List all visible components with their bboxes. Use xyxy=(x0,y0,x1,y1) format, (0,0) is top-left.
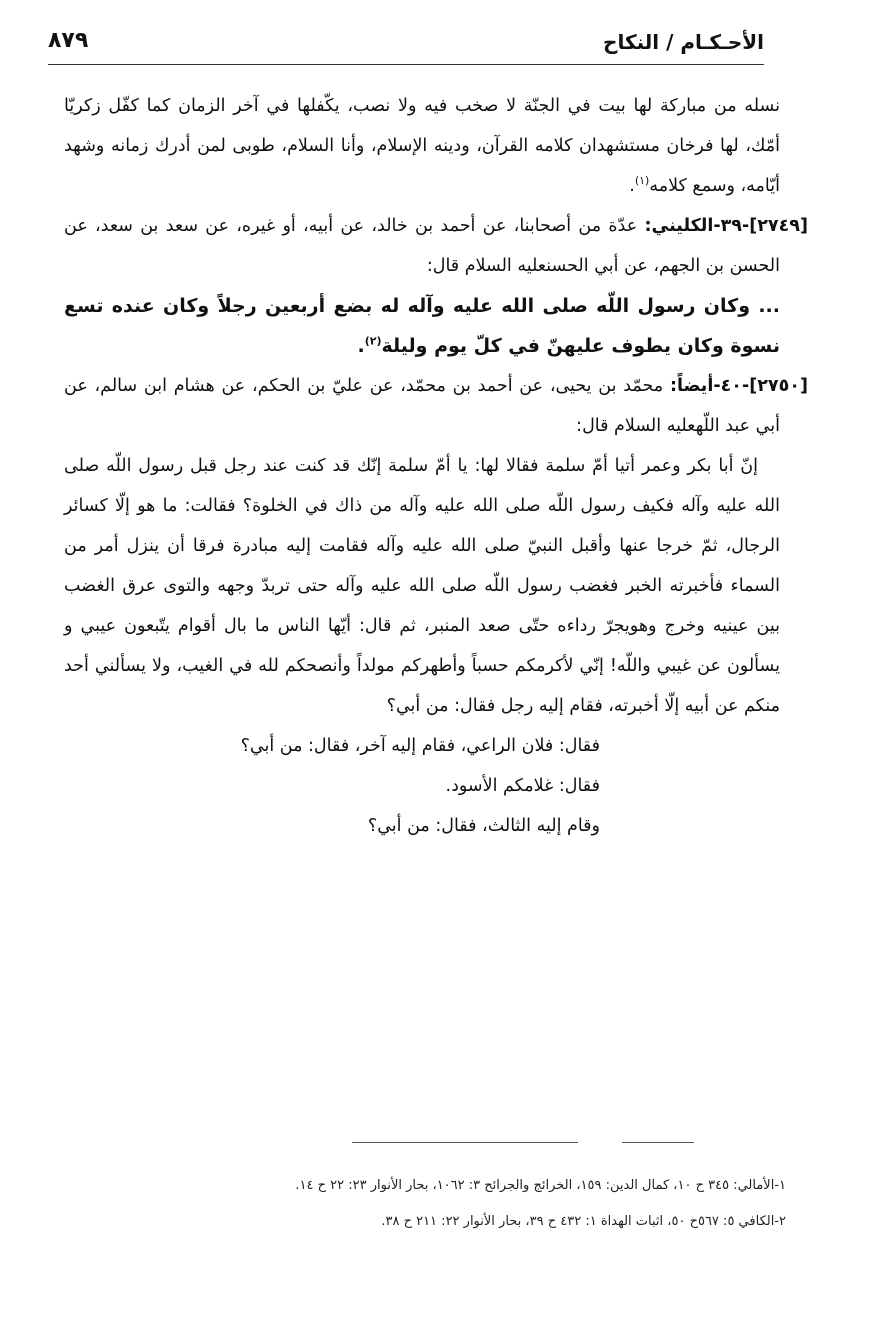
footnote-ref-1: (١) xyxy=(634,174,650,188)
page-number: ٨٧٩ xyxy=(48,28,89,53)
hadith-2749-source: الكليني: xyxy=(644,216,714,236)
footnote-rule-left xyxy=(622,1142,694,1143)
hadith-2750 xyxy=(64,366,808,446)
hadith-2749 xyxy=(64,206,808,286)
hadith-2749-chain xyxy=(64,206,808,286)
hadith-2749-text-paragraph: ... وكان رسول اللّه صلى الله عليه وآله له بضع أربعين رجلاً وكان عنده تسع نسوة وكان يطوف عليهنّ في كلّ يوم وليلة$^{(٢)}$. xyxy=(64,295,780,357)
hadith-2749-isnad: عدّة من أصحابنا، عن أحمد بن خالد، عن أبيه، أو غيره، عن سعد بن سعد، عن الحسن بن الجهم، عن أبي الحسنعليه السلام قال: xyxy=(64,216,780,276)
hadith-2750-text: إنّ أبا بكر وعمر أتيا أمّ سلمة فقالا لها: يا أمّ سلمة إنّك قد كنت عند رجل قبل رسول اللّه صلى الله عليه وآله فكيف رسول اللّه صلى الله عليه وآله من ذاك في الخلوة؟ فقالت: ما هو إلّا كسائر الرجال، ثمّ خرجا عنها وأقبل النبيّ صلى الله عليه وآله فقامت إليه مبادرة فرقا أن ينزل أمر من السماء فأخبرته الخبر فغضب رسول اللّه صلى الله عليه وآله حتى تربدّ وجهه والتوى عرق الغضب بين عينيه وخرج وهويجرّ رداءه حتّى صعد المنبر، ثم قال: أيّها الناس ما بال أقوام يتّبعون عيبي و يسألون عن غيبي واللّه! إنّي لأكرمكم حسباً وأطهركم مولداً وأنصحكم لله في الغيب، ولا يسألني أحد منكم عن أبيه إلّا أخبرته، فقام إليه رجل فقال: من أبي؟ xyxy=(64,456,780,716)
dialogue-line-2: فقال: غلامكم الأسود. xyxy=(445,776,600,796)
footnote-2: ٢-الكافي ٥: ٥٦٧ح ٥٠، اثبات الهداة ١: ٤٣٢ ح ٣٩، بحار الأنوار ٢٢: ٢١١ ح ٣٨. xyxy=(381,1214,786,1229)
dialogue-line-1: فقال: فلان الراعي، فقام إليه آخر، فقال: من أبي؟ xyxy=(240,736,600,756)
header-rule xyxy=(48,64,764,65)
footnote-ref-2: (٢) xyxy=(364,334,382,348)
hadith-2750-chain xyxy=(64,366,808,446)
page-header xyxy=(48,30,764,62)
dialogue-line-3: وقام إليه الثالث، فقال: من أبي؟ xyxy=(367,816,600,836)
footnote-rule-right xyxy=(352,1142,578,1143)
hadith-2750-isnad: محمّد بن يحيى، عن أحمد بن محمّد، عن عليّ بن الحكم، عن هشام ابن سالم، عن أبي عبد اللّهعليه السلام قال: xyxy=(64,376,780,436)
hadith-2750-number: [٢٧٥٠]-٤٠- xyxy=(713,376,808,396)
footnotes xyxy=(64,1168,786,1240)
hadith-2750-source: أيضاً: xyxy=(669,376,714,396)
hadith-2749-text: ... وكان رسول اللّه صلى الله عليه وآله له بضع أربعين رجلاً وكان عنده تسع نسوة وكان يطوف عليهنّ في كلّ يوم وليلة xyxy=(64,295,780,357)
running-title: الأحـكـام / النكاح xyxy=(603,30,764,54)
continuation-text: نسله من مباركة لها بيت في الجنّة لا صخب فيه ولا نصب، يكّفلها في آخر الزمان كما كفّل زكريّا أمّك، لها فرخان مستشهدان كلامه القرآن، ودينه الإسلام، وأنا السلام، طوبى لمن أدرك زمانه وشهد أيّامه، وسمع كلامه xyxy=(64,96,780,196)
hadith-2749-number: [٢٧٤٩]-٣٩- xyxy=(713,216,808,236)
continuation-paragraph: نسله من مباركة لها بيت في الجنّة لا صخب فيه ولا نصب، يكّفلها في آخر الزمان كما كفّل زكريّا أمّك، لها فرخان مستشهدان كلامه القرآن، ودينه الإسلام، وأنا السلام، طوبى لمن أدرك زمانه وشهد أيّامه، وسمع كلامه$^{(١)}$. xyxy=(64,96,780,196)
footnote-1: ١-الأمالي: ٣٤٥ ح ١٠، كمال الدين: ١٥٩، الخرائج والجرائح ٣: ١٠٦٢، بحار الأنوار ٢٣: ٢٢ ح ١٤. xyxy=(295,1178,786,1193)
main-text xyxy=(64,86,808,846)
